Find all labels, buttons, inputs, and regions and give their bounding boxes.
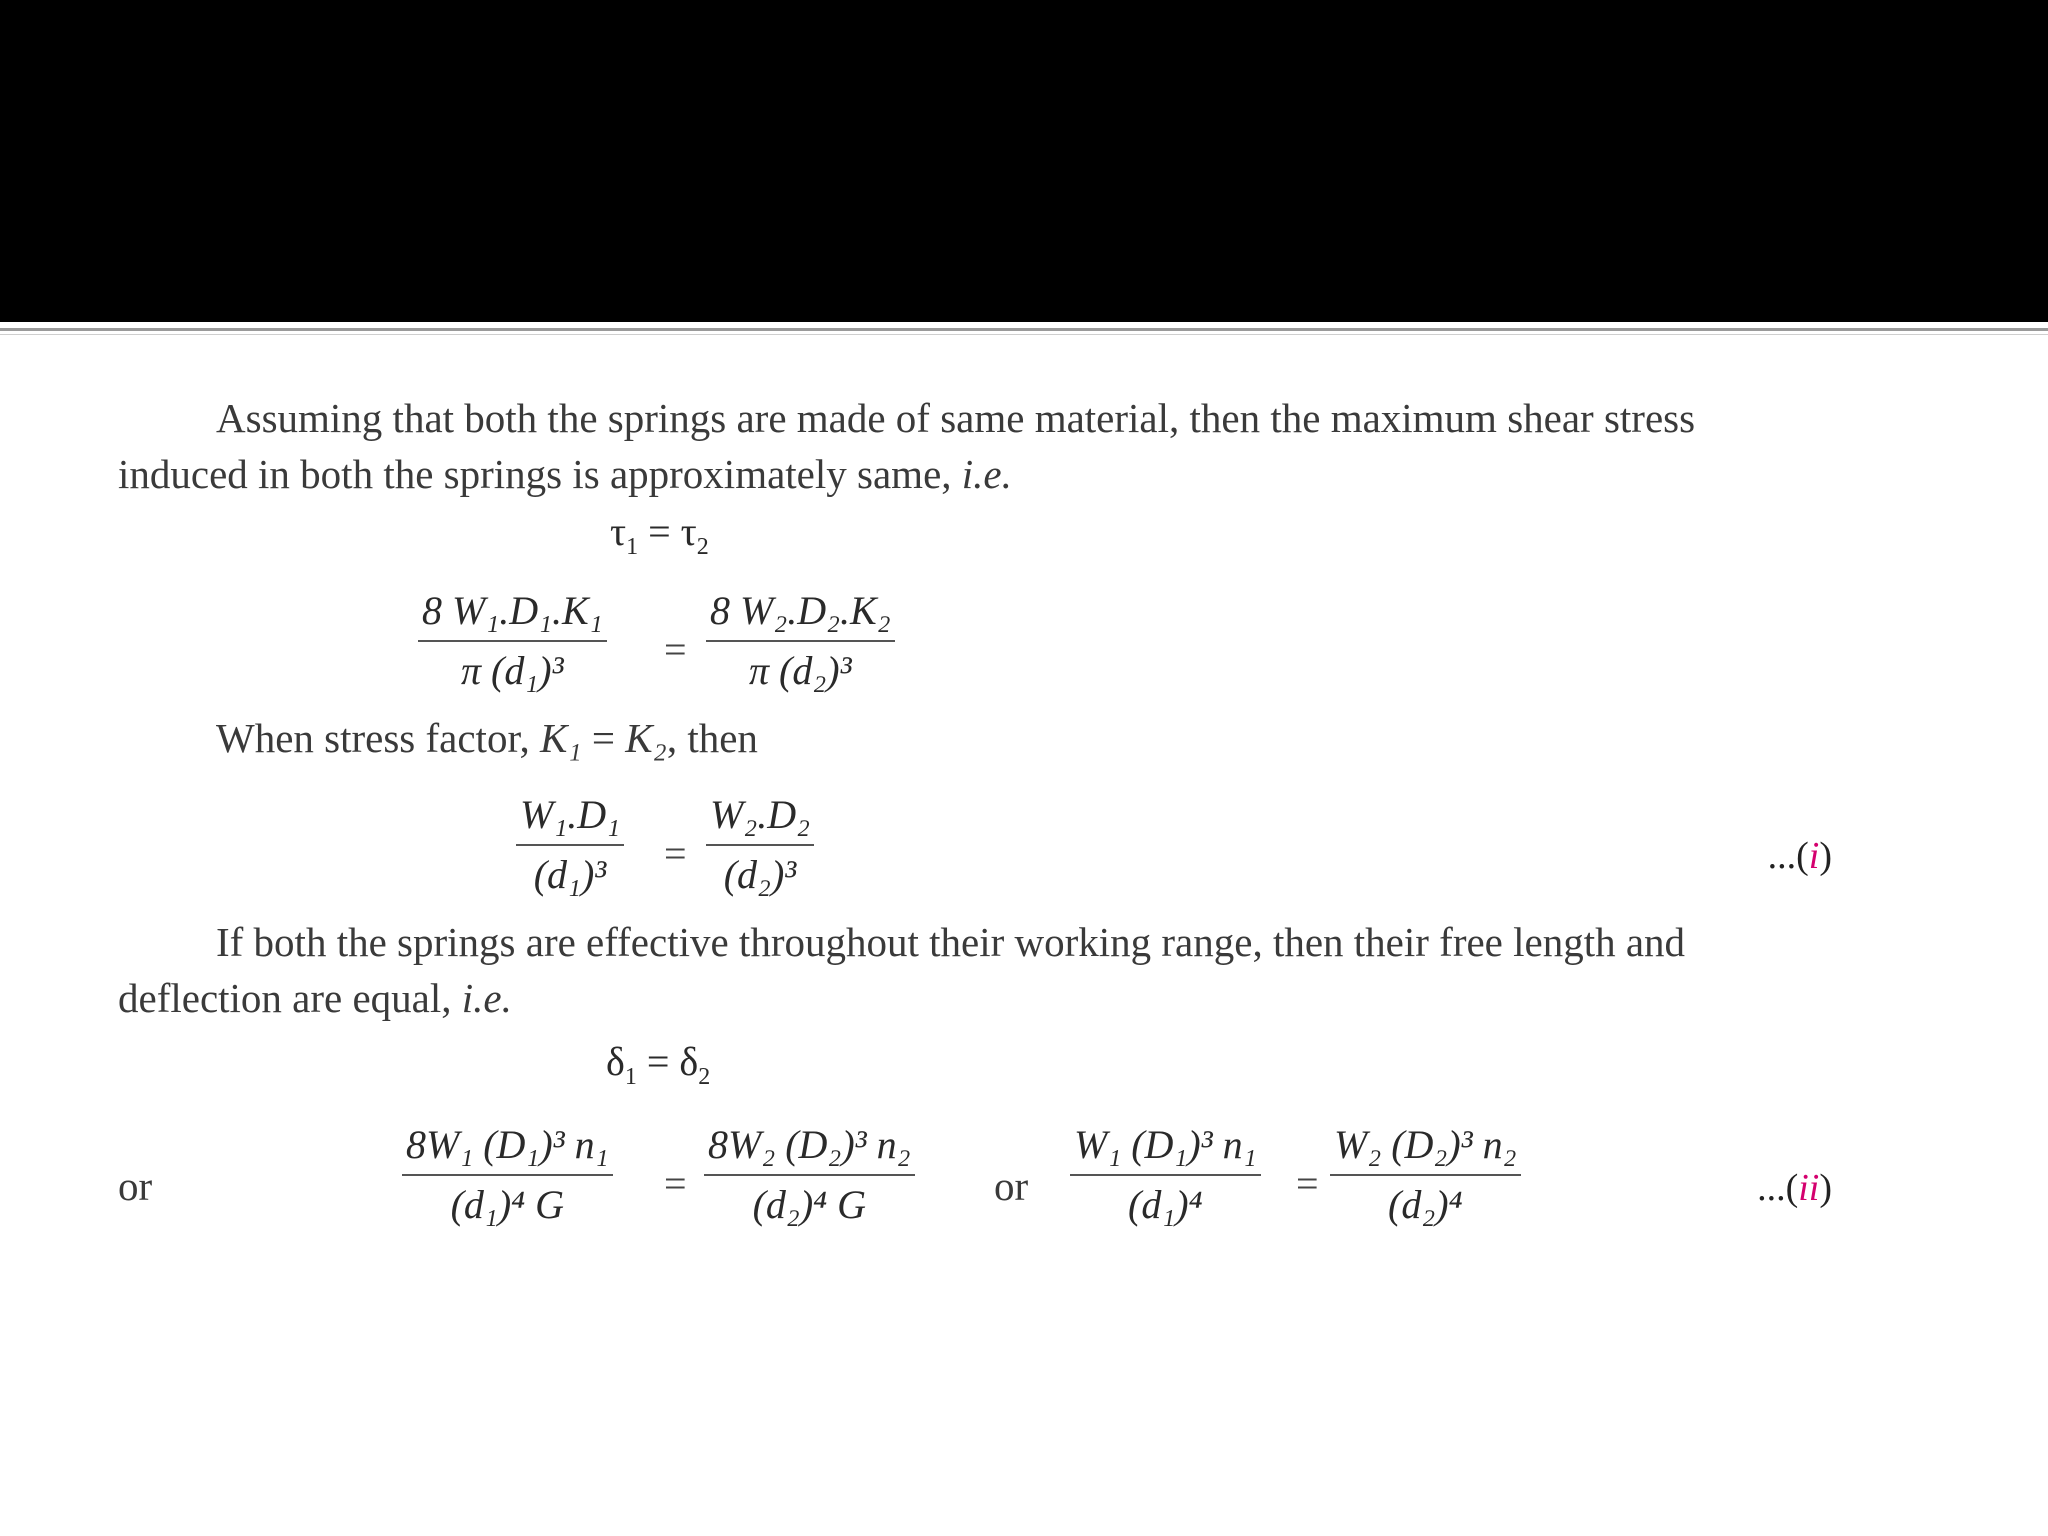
or-left: or	[118, 1163, 153, 1209]
equation-tag-ii	[1757, 1166, 1832, 1210]
para2-ie: i.e.	[461, 975, 512, 1021]
title-divider	[0, 328, 2048, 331]
eq-i-left-denominator: (d₁)³	[533, 852, 607, 897]
eq-ii-c-denominator: (d₁)⁴	[1128, 1182, 1203, 1227]
tag-ii-open: ...(	[1757, 1167, 1799, 1209]
eq-ii-c-numerator: W₁ (D₁)³ n₁	[1070, 1122, 1261, 1176]
eq-i-equals: =	[664, 831, 687, 876]
eq-ii-fraction-a	[402, 1122, 613, 1228]
k-equals: =	[581, 715, 626, 761]
title-divider-thin	[0, 334, 2048, 335]
eq-i-fraction-left	[516, 792, 624, 898]
para2-line2-text: deflection are equal,	[118, 975, 462, 1021]
eq-ii-equals-2: =	[1296, 1161, 1319, 1206]
eq-i-fraction-right	[706, 792, 814, 898]
k2: K₂	[625, 715, 667, 761]
para1-line1: Assuming that both the springs are made of same material, then the maximum shear stress	[216, 395, 1696, 441]
tag-i-close: )	[1819, 835, 1832, 877]
eq-ii-b-numerator: 8W₂ (D₂)³ n₂	[704, 1122, 915, 1176]
eq-ii-a-denominator: (d₁)⁴ G	[450, 1182, 564, 1227]
tau2-symbol: τ	[680, 509, 697, 554]
tau1-symbol: τ	[610, 509, 627, 554]
eq-i-left-numerator: W₁.D₁	[516, 792, 624, 846]
tau1-sub: 1	[626, 534, 639, 560]
eq-ii-fraction-b	[704, 1122, 915, 1228]
para1-line2	[118, 451, 1012, 497]
eq-ii-fraction-d	[1330, 1122, 1521, 1228]
stress-right-numerator: 8 W₂.D₂.K₂	[706, 588, 895, 642]
then-text: , then	[666, 715, 758, 761]
tag-ii-close: )	[1819, 1167, 1832, 1209]
or-middle: or	[994, 1163, 1029, 1209]
delta-equals: =	[646, 1039, 670, 1084]
delta1-sub: 1	[624, 1064, 637, 1090]
tau2-sub: 2	[696, 534, 709, 560]
delta2-symbol: δ	[679, 1039, 699, 1084]
tag-i-label: i	[1808, 835, 1820, 877]
stress-left-denominator: π (d₁)³	[461, 648, 564, 693]
stress-left-numerator: 8 W₁.D₁.K₁	[418, 588, 607, 642]
eq-ii-equals-1: =	[664, 1161, 687, 1206]
eq-ii-b-denominator: (d₂)⁴ G	[752, 1182, 866, 1227]
stress-equals: =	[664, 627, 687, 672]
stress-right-denominator: π (d₂)³	[749, 648, 852, 693]
delta2-sub: 2	[698, 1064, 711, 1090]
k1: K₁	[539, 715, 582, 761]
para1-line2-text: induced in both the springs is approximately same,	[118, 451, 962, 497]
para2-line1: If both the springs are effective throughout their working range, then their free length and	[216, 919, 1686, 965]
stress-factor-line	[216, 715, 758, 761]
eq-ii-d-denominator: (d₂)⁴	[1388, 1182, 1463, 1227]
equation-delta	[606, 1039, 711, 1090]
equation-tau	[610, 509, 709, 560]
slide-title-bar	[0, 0, 2048, 322]
stress-factor-text: When stress factor,	[216, 715, 540, 761]
eq-i-right-denominator: (d₂)³	[723, 852, 797, 897]
para1-ie: i.e.	[961, 451, 1012, 497]
eq-ii-d-numerator: W₂ (D₂)³ n₂	[1330, 1122, 1521, 1176]
delta1-symbol: δ	[606, 1039, 625, 1084]
stress-fraction-left	[418, 588, 607, 694]
equation-tag-i	[1768, 834, 1832, 878]
eq-ii-fraction-c	[1070, 1122, 1261, 1228]
eq-i-right-numerator: W₂.D₂	[706, 792, 814, 846]
eq-ii-a-numerator: 8W₁ (D₁)³ n₁	[402, 1122, 613, 1176]
tag-ii-label: ii	[1798, 1167, 1820, 1209]
stress-fraction-right	[706, 588, 895, 694]
tag-i-open: ...(	[1767, 835, 1809, 877]
tau-equals: =	[648, 509, 671, 554]
para2-line2	[118, 975, 512, 1021]
